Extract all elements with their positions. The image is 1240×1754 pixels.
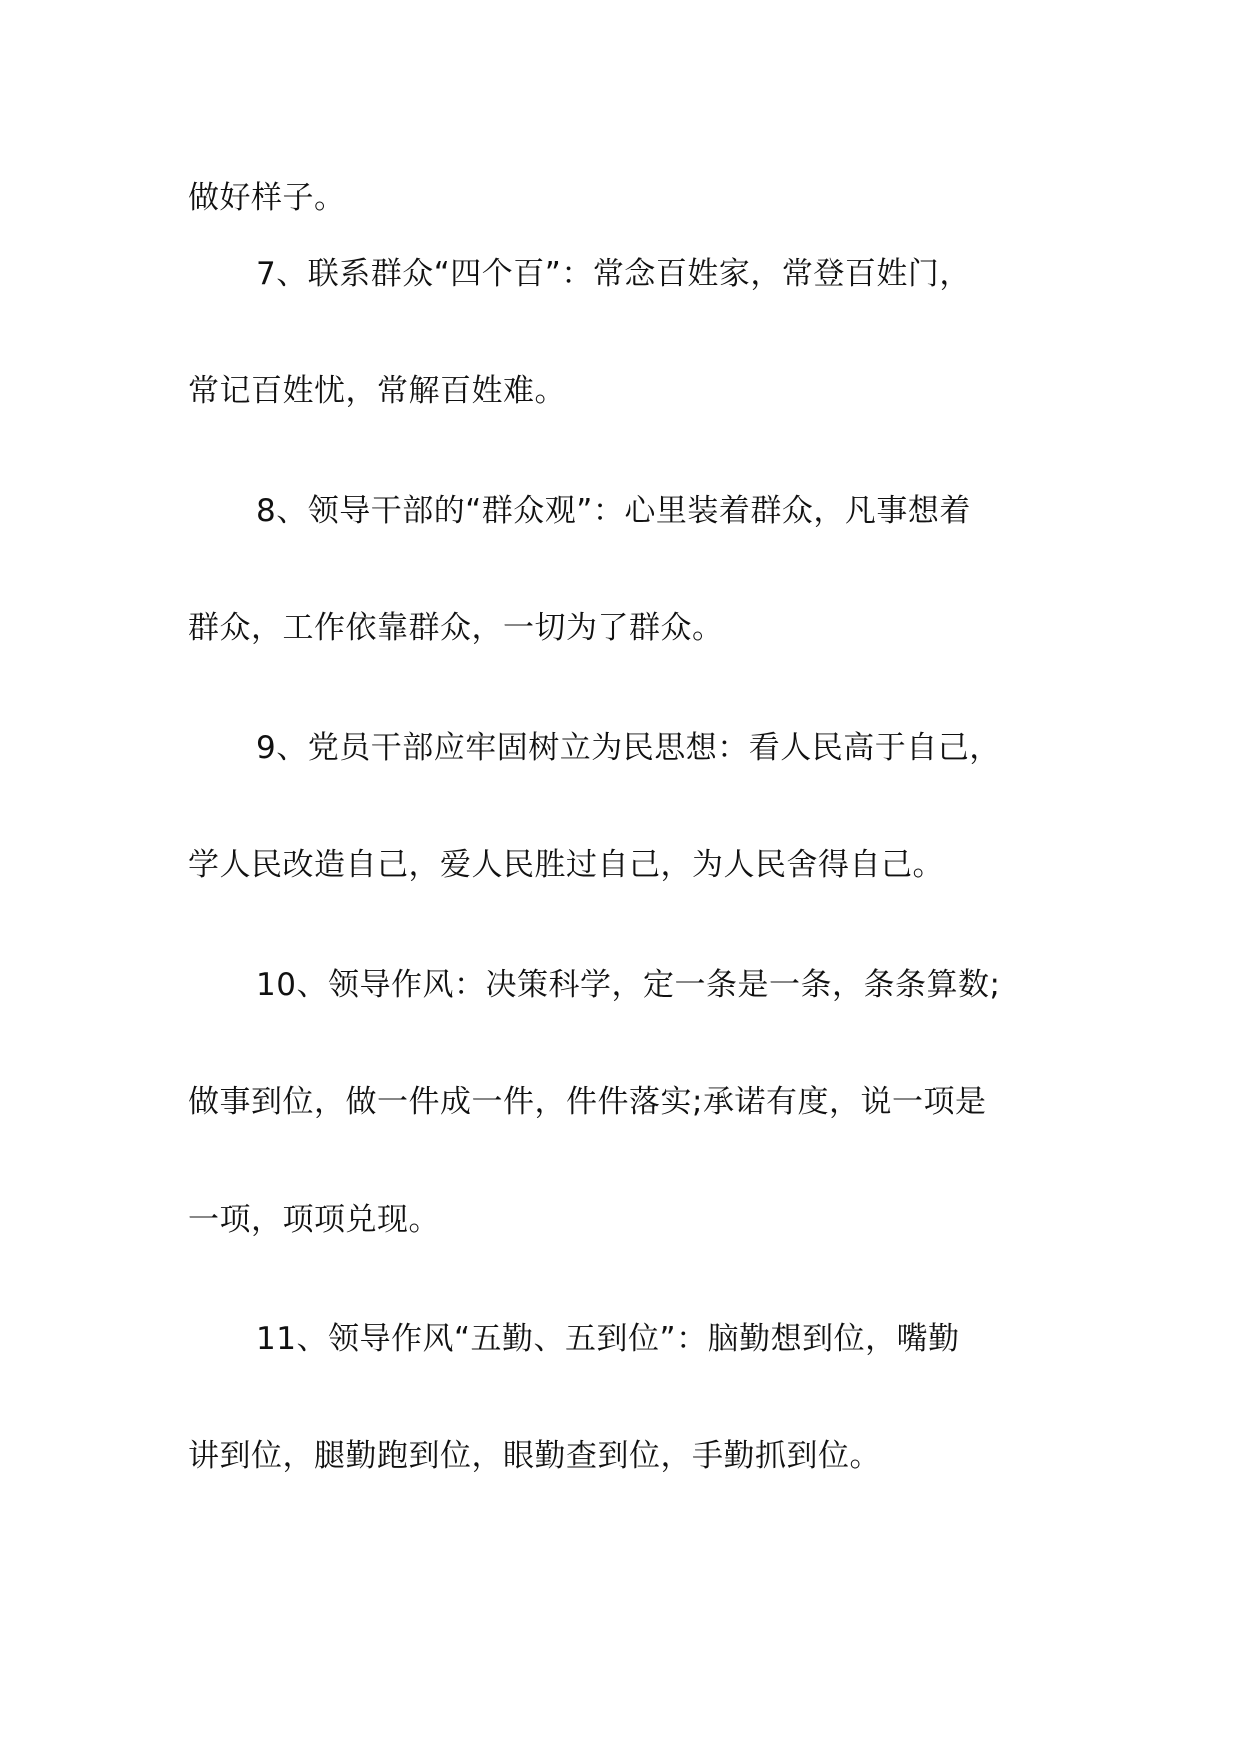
paragraph-line: 10、领导作风：决策科学，定一条是一条，条条算数; [256, 967, 1001, 1003]
paragraph-line: 学人民改造自己，爱人民胜过自己，为人民舍得自己。 [188, 847, 944, 883]
paragraph-line: 9、党员干部应牢固树立为民思想：看人民高于自己， [256, 730, 1001, 766]
paragraph-line: 7、联系群众“四个百”：常念百姓家，常登百姓门， [256, 256, 971, 292]
paragraph-line: 做事到位，做一件成一件，件件落实;承诺有度，说一项是 [188, 1084, 987, 1120]
paragraph-line: 常记百姓忧，常解百姓难。 [188, 373, 566, 409]
paragraph-line: 群众，工作依靠群众，一切为了群众。 [188, 610, 724, 646]
paragraph-line: 做好样子。 [188, 180, 346, 216]
paragraph-line: 11、领导作风“五勤、五到位”：脑勤想到位，嘴勤 [256, 1321, 960, 1357]
paragraph-line: 8、领导干部的“群众观”：心里装着群众，凡事想着 [256, 493, 971, 529]
paragraph-line: 讲到位，腿勤跑到位，眼勤查到位，手勤抓到位。 [188, 1438, 881, 1474]
paragraph-line: 一项，项项兑现。 [188, 1202, 440, 1238]
